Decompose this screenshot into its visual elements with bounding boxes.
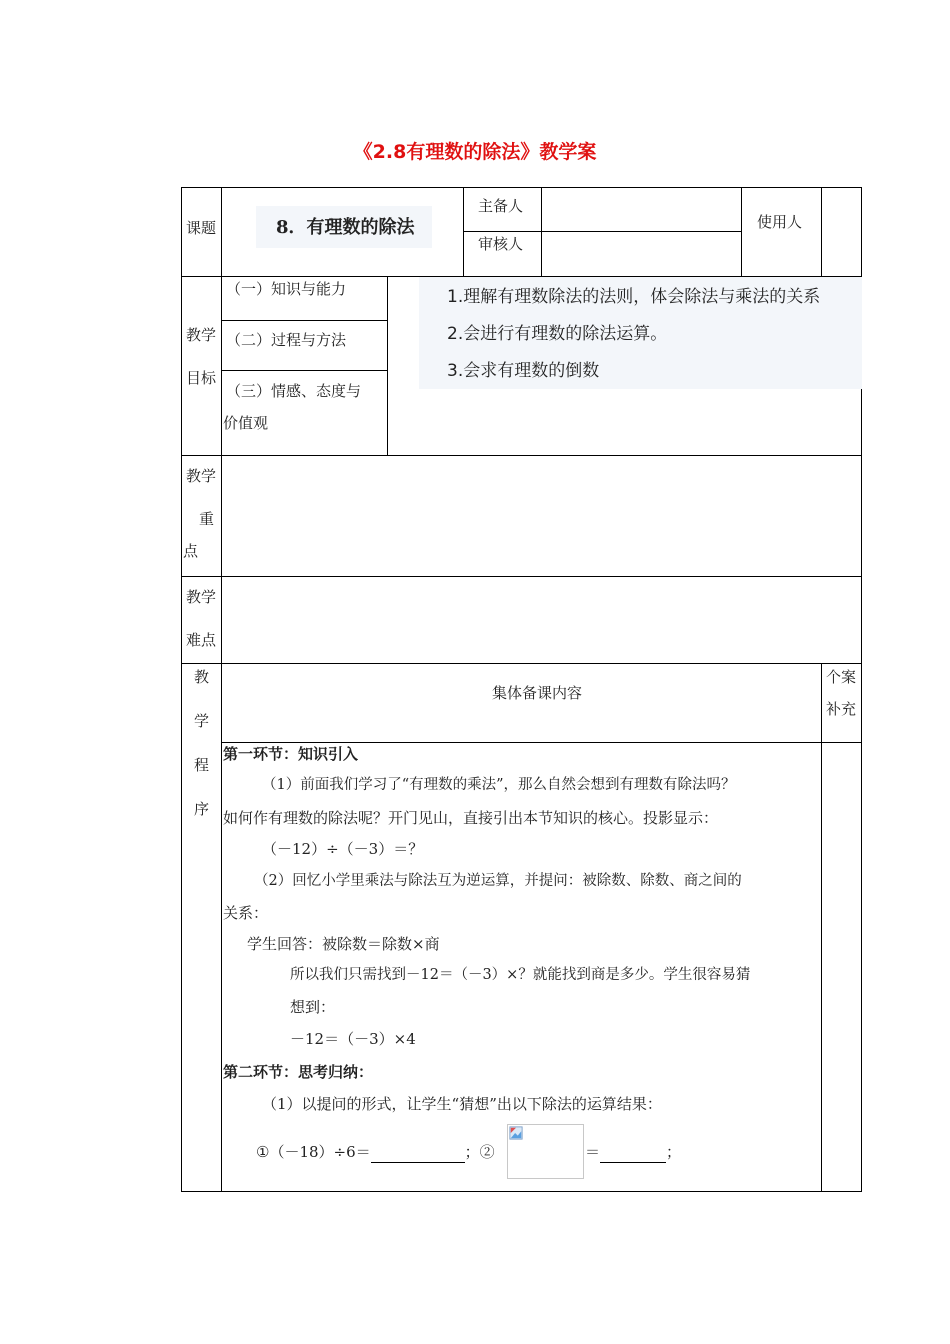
paragraph-2-line-1: （2）回忆小学里乘法与除法互为逆运算，并提问：被除数、除数、商之间的	[254, 873, 742, 889]
exercise-2	[585, 1142, 681, 1163]
reviewer-label: 审核人	[478, 235, 524, 253]
exercise-1	[256, 1142, 495, 1163]
difficulties-label-1: 教学	[186, 588, 217, 606]
topic-label: 课题	[186, 219, 217, 237]
objective-category-1: （一）知识与能力	[226, 280, 347, 298]
paragraph-3-line-2: 想到：	[290, 998, 336, 1016]
broken-image-icon	[509, 1126, 523, 1140]
section-2-title: 第二环节：思考归纳：	[223, 1063, 374, 1081]
topic-value: 8．有理数的除法	[276, 217, 415, 238]
header-mid-line	[463, 231, 742, 232]
formula-1: （－12）÷（－3）＝？	[262, 840, 424, 858]
objectives-label-2: 目标	[186, 369, 217, 387]
procedure-label-4: 序	[194, 800, 210, 818]
paragraph-3-line-1: 所以我们只需找到－12＝（－3）×？就能找到商是多少。学生很容易猜	[290, 967, 751, 983]
goals-box	[419, 277, 862, 389]
procedure-label-2: 学	[194, 712, 210, 730]
objective-category-3: （三）情感、态度与	[226, 382, 362, 400]
procedure-label-1: 教	[194, 668, 210, 686]
procedure-header-line	[221, 742, 862, 743]
paragraph-2-line-2: 关系：	[223, 904, 269, 922]
main-preparer-label: 主备人	[478, 197, 524, 215]
row-line-4	[181, 663, 862, 664]
exercise-2-equals: ＝	[585, 1143, 601, 1161]
procedure-label-3: 程	[194, 756, 210, 774]
supplement-label-1: 个案	[826, 668, 857, 686]
table-border-bottom	[181, 1191, 862, 1192]
section-2-paragraph-1: （1）以提问的形式，让学生“猜想”出以下除法的运算结果：	[262, 1095, 662, 1113]
goal-1: 1.理解有理数除法的法则，体会除法与乘法的关系	[447, 287, 821, 307]
content-header: 集体备课内容	[492, 684, 583, 702]
row-line-3	[181, 576, 862, 577]
goal-3: 3.会求有理数的倒数	[447, 361, 600, 381]
difficulties-label-2: 难点	[186, 631, 217, 649]
objectives-label-1: 教学	[186, 326, 217, 344]
row-line-2	[181, 455, 862, 456]
key-points-label-1: 教学	[186, 467, 217, 485]
objectives-sub-line-2	[221, 370, 387, 371]
document-title: 《2.8有理数的除法》教学案	[353, 141, 597, 163]
table-border-top	[181, 187, 862, 188]
objectives-divider	[387, 276, 388, 455]
supplement-label-2: 补充	[826, 700, 857, 718]
exercise-2-blank	[600, 1142, 666, 1163]
section-1-title: 第一环节：知识引入	[223, 745, 359, 763]
key-points-label-2: 重	[199, 510, 215, 528]
exercise-end: ；	[666, 1143, 682, 1161]
user-label: 使用人	[757, 213, 803, 231]
paragraph-1-line-1: （1）前面我们学习了“有理数的乘法”，那么自然会想到有理数有除法吗？	[262, 777, 736, 793]
header-divider-4	[821, 187, 822, 276]
key-points-label-3: 点	[183, 542, 199, 560]
formula-2: －12＝（－3）×4	[290, 1030, 416, 1048]
student-answer: 学生回答：被除数＝除数×商	[247, 935, 440, 953]
exercise-1-text: ①（－18）÷6＝	[256, 1143, 371, 1161]
exercise-1-blank	[371, 1142, 465, 1163]
objective-category-2: （二）过程与方法	[226, 331, 347, 349]
paragraph-1-line-2: 如何作有理数的除法呢？开门见山，直接引出本节知识的核心。投影显示：	[223, 809, 719, 827]
objective-category-3-cont: 价值观	[223, 414, 269, 432]
label-column-divider	[221, 187, 222, 1192]
exercise-separator: ；②	[464, 1143, 495, 1161]
objectives-sub-line-1	[221, 320, 387, 321]
table-border-left	[181, 187, 182, 1192]
goal-2: 2.会进行有理数的除法运算。	[447, 324, 668, 344]
